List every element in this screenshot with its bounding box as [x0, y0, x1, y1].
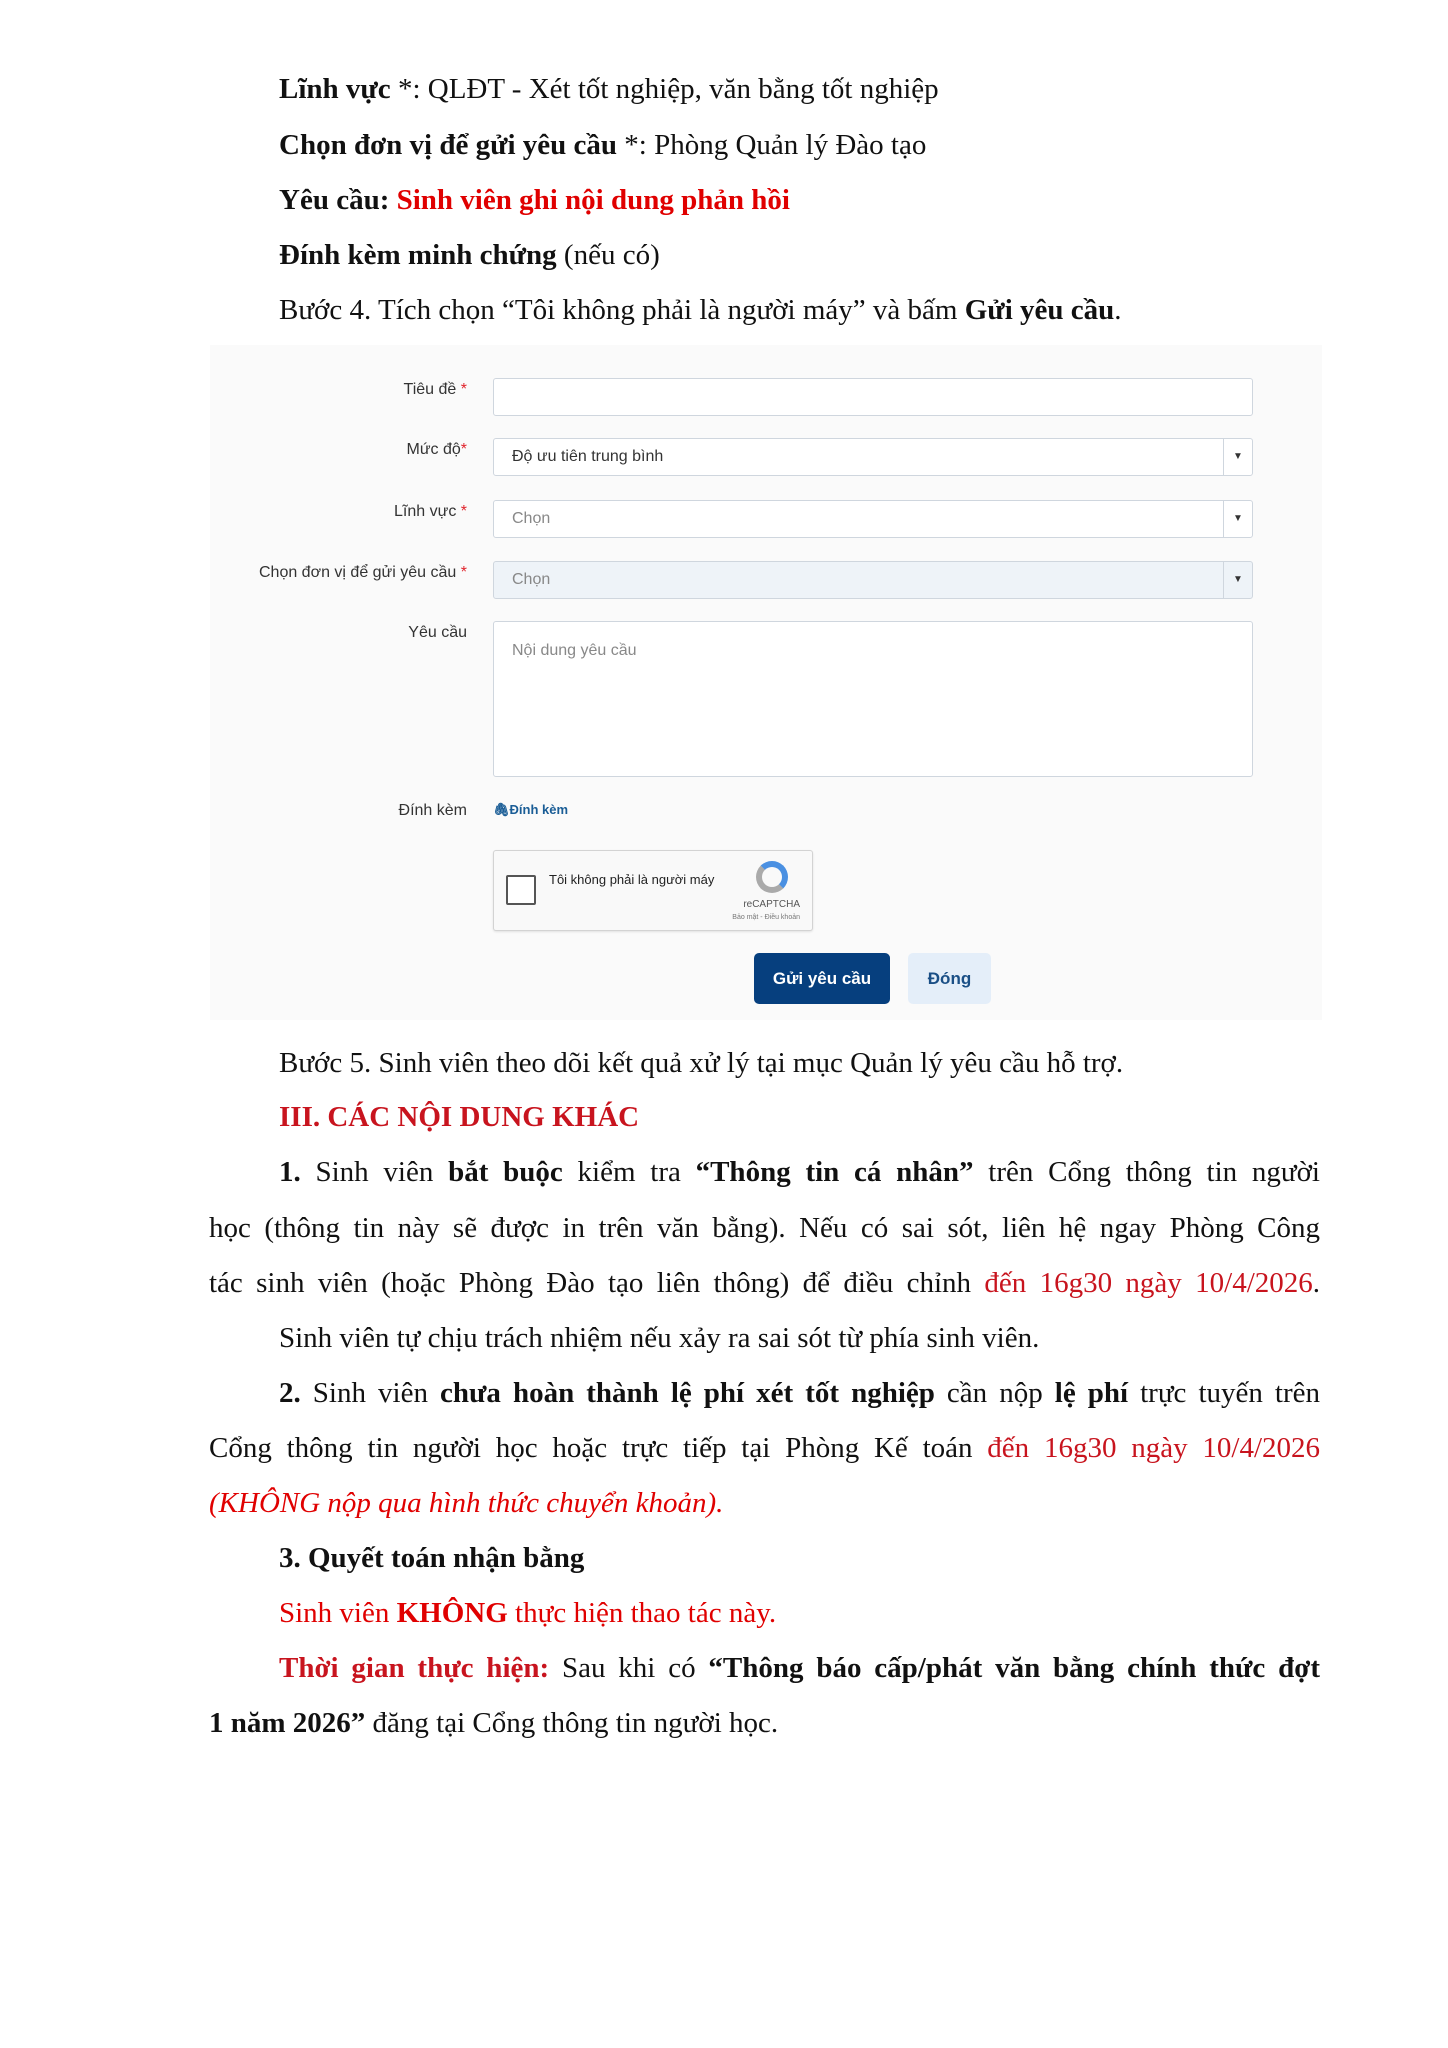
t: . — [1312, 1267, 1321, 1299]
t: trực tuyến trên — [1128, 1377, 1321, 1409]
label: Đính kèm minh chứng — [279, 239, 557, 271]
required-mark: * — [460, 441, 467, 458]
recaptcha-logo-icon — [756, 861, 788, 893]
request-label: Yêu cầu — [408, 624, 467, 641]
required-mark: * — [460, 381, 467, 398]
paperclip-icon: 🖇 — [493, 802, 510, 817]
title-label — [404, 381, 467, 399]
submit-request-button[interactable]: Gửi yêu cầu — [754, 953, 890, 1004]
p3-heading — [279, 1540, 584, 1576]
recaptcha-widget — [493, 850, 813, 931]
value: Phòng Quản lý Đào tạo — [654, 129, 927, 161]
text: Lĩnh vực — [394, 503, 457, 520]
close-button[interactable]: Đóng — [908, 953, 991, 1004]
placeholder: Chọn — [512, 571, 551, 588]
placeholder: Chọn — [512, 510, 551, 527]
num: 2. — [279, 1377, 301, 1409]
t: đăng tại Cổng thông tin người học. — [365, 1707, 779, 1739]
time-line1 — [209, 1650, 1320, 1686]
text: Đính kèm — [509, 802, 569, 817]
field-select[interactable] — [493, 500, 1253, 538]
value: Sinh viên ghi nội dung phản hồi — [396, 184, 790, 216]
note: (KHÔNG nộp qua hình thức chuyển khoản). — [209, 1487, 724, 1519]
value: QLĐT - Xét tốt nghiệp, văn bằng tốt nghiệp — [427, 73, 939, 105]
t: trên Cổng thông tin người — [973, 1156, 1320, 1188]
unit-select[interactable] — [493, 561, 1253, 599]
captcha-checkbox[interactable] — [506, 875, 536, 905]
required-mark: * — [460, 564, 467, 581]
b: KHÔNG — [396, 1597, 508, 1629]
label: Lĩnh vực — [279, 73, 391, 105]
label: Yêu cầu: — [279, 184, 397, 216]
p1-line3 — [209, 1265, 1320, 1301]
step4-line — [279, 292, 1122, 328]
t: cần nộp — [934, 1377, 1055, 1409]
p2-line1 — [209, 1375, 1320, 1411]
heading: 3. Quyết toán nhận bằng — [279, 1542, 585, 1574]
t: Sinh viên — [300, 1377, 440, 1409]
t: kiểm tra — [562, 1156, 696, 1188]
b: lệ phí — [1054, 1377, 1129, 1409]
request-textarea[interactable] — [493, 621, 1253, 777]
attach-label: Đính kèm — [398, 802, 467, 819]
heading: III. CÁC NỘI DUNG KHÁC — [279, 1101, 640, 1133]
sep: *: — [617, 129, 655, 161]
b: “Thông báo cấp/phát văn bằng chính thức đợt — [708, 1652, 1320, 1684]
captcha-terms[interactable]: Bảo mật - Điều khoản — [732, 914, 800, 921]
unit-label — [259, 564, 467, 582]
p2-line3 — [209, 1485, 723, 1521]
time-line2 — [209, 1705, 778, 1741]
label: Thời gian thực hiện: — [279, 1652, 550, 1684]
text: Tiêu đề — [403, 381, 457, 398]
request-line — [279, 182, 790, 218]
captcha-text: Tôi không phải là người máy — [549, 872, 715, 887]
attach-line — [279, 237, 660, 273]
p1-line2: học (thông tin này sẽ được in trên văn bằng). Nếu có sai sót, liên hệ ngay Phòng Công — [209, 1212, 1320, 1244]
selected-value: Độ ưu tiên trung bình — [512, 448, 664, 465]
field-line — [279, 71, 939, 107]
value: (nếu có) — [556, 239, 660, 271]
p1-line1 — [209, 1154, 1320, 1190]
placeholder: Nội dung yêu cầu — [512, 642, 637, 659]
text: Bước 4. Tích chọn “Tôi không phải là người máy” và bấm — [279, 294, 965, 326]
text: Mức độ — [406, 441, 461, 458]
sep: *: — [390, 73, 428, 105]
priority-select[interactable] — [493, 438, 1253, 476]
support-request-form-screenshot — [210, 345, 1322, 1020]
p2-line2 — [209, 1430, 1320, 1466]
section-heading — [279, 1099, 639, 1135]
t: tác sinh viên (hoặc Phòng Đào tạo liên thông) để điều chỉnh — [209, 1267, 985, 1299]
num: 1. — [279, 1156, 301, 1188]
text: Chọn đơn vị để gửi yêu cầu — [258, 564, 457, 581]
t: Cổng thông tin người học hoặc trực tiếp tại Phòng Kế toán — [209, 1432, 988, 1464]
bold: Gửi yêu cầu — [964, 294, 1115, 326]
required-mark: * — [460, 503, 467, 520]
t: Sinh viên — [300, 1156, 449, 1188]
chevron-down-icon: ▼ — [1223, 501, 1252, 537]
b: bắt buộc — [448, 1156, 563, 1188]
t: Sinh viên — [279, 1597, 397, 1629]
t: Sau khi có — [549, 1652, 709, 1684]
attach-link[interactable] — [493, 802, 568, 818]
title-input[interactable] — [493, 378, 1253, 416]
step5-line: Bước 5. Sinh viên theo dõi kết quả xử lý tại mục Quản lý yêu cầu hỗ trợ. — [279, 1047, 1124, 1079]
field-label — [394, 503, 467, 521]
p1-line4: Sinh viên tự chịu trách nhiệm nếu xảy ra sai sót từ phía sinh viên. — [279, 1322, 1040, 1354]
deadline: đến 16g30 ngày 10/4/2026 — [987, 1432, 1321, 1464]
t: thực hiện thao tác này. — [507, 1597, 777, 1629]
captcha-brand: reCAPTCHA — [743, 899, 800, 910]
b: 1 năm 2026” — [209, 1707, 366, 1739]
chevron-down-icon: ▼ — [1223, 562, 1252, 598]
priority-label — [406, 441, 467, 459]
label: Chọn đơn vị để gửi yêu cầu — [279, 129, 618, 161]
text: . — [1114, 294, 1122, 326]
p3-line — [279, 1595, 776, 1631]
b: chưa hoàn thành lệ phí xét tốt nghiệp — [440, 1377, 935, 1409]
chevron-down-icon: ▼ — [1223, 439, 1252, 475]
unit-line — [279, 127, 926, 163]
deadline: đến 16g30 ngày 10/4/2026 — [984, 1267, 1313, 1299]
b: “Thông tin cá nhân” — [695, 1156, 974, 1188]
